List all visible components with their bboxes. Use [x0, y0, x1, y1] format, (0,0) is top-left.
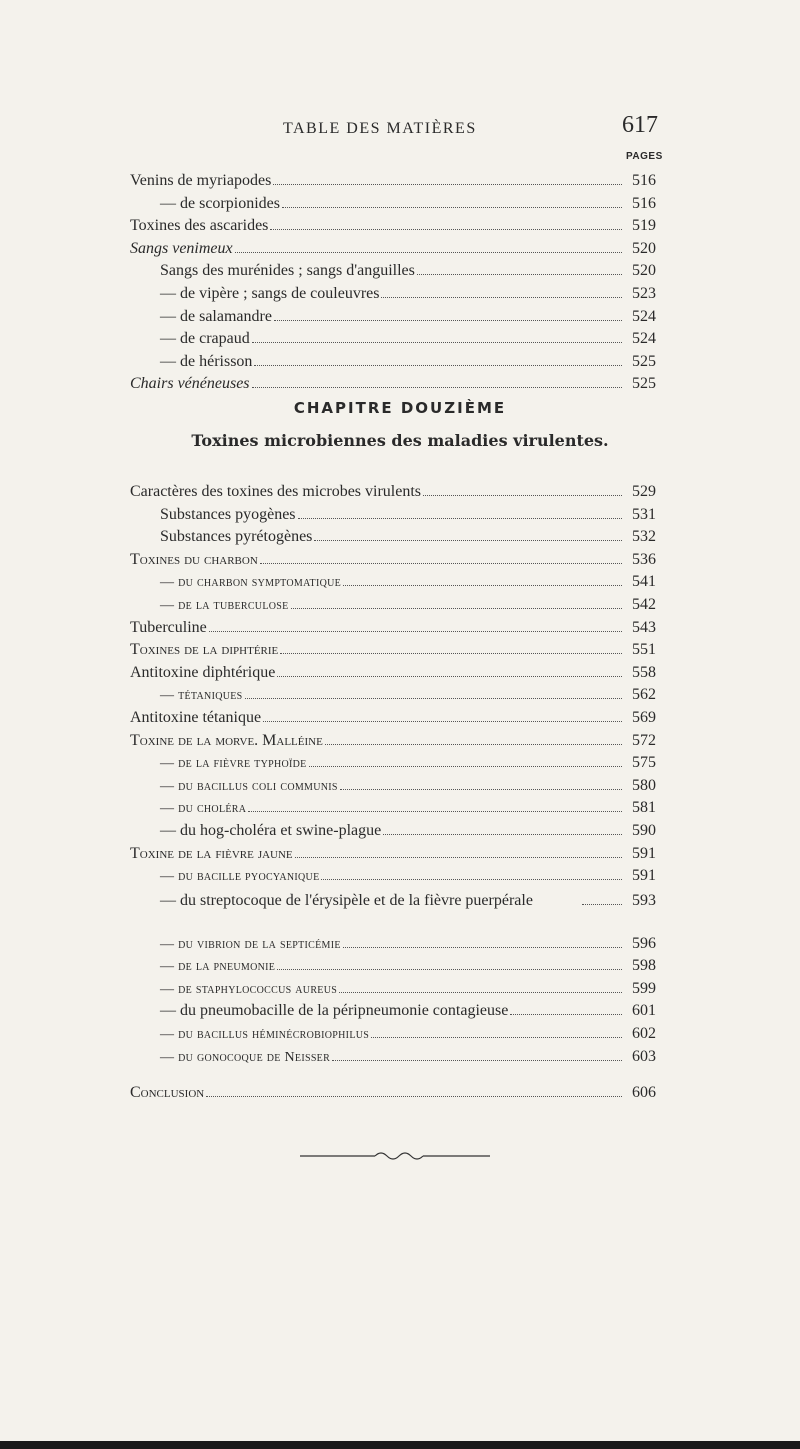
toc-entry-page: 520	[632, 262, 656, 280]
toc-entry-page: 598	[632, 957, 656, 975]
toc-entry-label: — du bacille pyocyanique	[160, 869, 320, 885]
toc-entry-label: — tétaniques	[160, 688, 243, 704]
toc-entry-page: 520	[632, 239, 656, 257]
toc-entry	[130, 528, 656, 551]
toc-entry-page: 562	[632, 686, 656, 704]
toc-entry-page: 536	[632, 550, 656, 568]
toc-entry	[130, 240, 656, 263]
toc-entry-page: 531	[632, 505, 656, 523]
toc-entry	[130, 641, 656, 664]
toc-entry-label: Toxines des ascarides	[130, 217, 269, 235]
toc-entry-label: Chairs vénéneuses	[130, 375, 250, 393]
toc-entry-page: 516	[632, 194, 656, 212]
toc-entry-label: — du choléra	[160, 801, 247, 817]
toc-entry-page: 516	[632, 172, 656, 189]
toc-entry	[130, 957, 656, 980]
toc-entry-label: Antitoxine diphtérique	[130, 663, 276, 681]
toc-entry	[130, 596, 656, 619]
running-header: TABLE DES MATIÈRES	[283, 120, 477, 137]
toc-entry-page: 558	[632, 663, 656, 681]
toc-entry-label: Toxines de la diphtérie	[130, 641, 279, 659]
toc-entry	[130, 506, 656, 529]
toc-entry-page: 525	[632, 352, 656, 370]
toc-entry	[130, 845, 656, 868]
toc-entry-label: — de scorpionides	[160, 194, 280, 212]
toc-entry-page: 523	[632, 284, 656, 302]
toc-entry-label: Caractères des toxines des microbes virulents	[130, 483, 422, 500]
toc-entry	[130, 262, 656, 285]
toc-entry-page: 602	[632, 1025, 656, 1043]
toc-entry-label: — de la tuberculose	[160, 597, 289, 613]
toc-entry-label: Tuberculine	[130, 618, 207, 636]
toc-entry	[130, 754, 656, 777]
toc-entry-label: Substances pyrétogènes	[160, 528, 313, 546]
toc-entry-page: 575	[632, 754, 656, 772]
toc-entry-label: — du pneumobacille de la péripneumonie contagieuse	[160, 1002, 509, 1020]
toc-entry-label: — du streptocoque de l'érysipèle et de la fièvre puerpérale	[160, 891, 533, 909]
toc-entry-label: — du gonocoque de Neisser	[160, 1049, 331, 1065]
toc-entry-label: — du hog-choléra et swine-plague	[160, 821, 382, 839]
page-bottom-edge	[0, 1441, 800, 1449]
toc-entry	[130, 308, 656, 331]
chapter-heading: CHAPITRE DOUZIÈME	[293, 399, 507, 417]
toc-entry-label: Conclusion	[130, 1084, 205, 1102]
toc-entry-label: Sangs des murénides ; sangs d'anguilles	[160, 262, 415, 280]
toc-entry-page: 524	[632, 330, 656, 348]
toc-entry-label: — de la pneumonie	[160, 959, 276, 975]
toc-entry	[130, 664, 656, 687]
toc-entry	[130, 353, 656, 376]
toc-entry	[130, 822, 656, 845]
toc-entry	[130, 551, 656, 574]
toc-entry-page: 591	[632, 867, 656, 885]
toc-entry-page: 606	[632, 1084, 656, 1102]
toc-entry-label: — du bacillus coli communis	[160, 778, 338, 794]
toc-entry-page: 581	[632, 799, 656, 817]
toc-entry	[130, 867, 656, 890]
toc-entry-page: 542	[632, 595, 656, 613]
toc-entry	[130, 732, 656, 755]
toc-entry-label: — de staphylococcus aureus	[160, 981, 338, 997]
toc-entry-label: Venins de myriapodes	[130, 172, 272, 189]
toc-entry-label: — du charbon symptomatique	[160, 575, 342, 591]
toc-entry-label: — de crapaud	[160, 330, 250, 348]
toc-entry-label: — de vipère ; sangs de couleuvres	[160, 284, 380, 302]
toc-entry-label: Sangs venimeux	[130, 239, 233, 257]
toc-entry-page: 541	[632, 573, 656, 591]
toc-entry	[130, 686, 656, 709]
toc-entry	[130, 573, 656, 596]
toc-entry	[130, 980, 656, 1003]
toc-entry	[130, 285, 656, 308]
toc-entry-label: Toxine de la morve. Malléine	[130, 731, 323, 749]
toc-entry-label: — du vibrion de la septicémie	[160, 936, 341, 952]
toc-entry	[130, 1002, 656, 1025]
toc-entry	[130, 619, 656, 642]
ornament-divider-icon	[300, 1150, 490, 1162]
toc-entry	[130, 1025, 656, 1048]
toc-entry-page: 580	[632, 776, 656, 794]
toc-entry-page: 590	[632, 821, 656, 839]
toc-entry-label: Substances pyogènes	[160, 505, 296, 523]
toc-entry	[130, 375, 656, 398]
toc-entry-page: 543	[632, 618, 656, 636]
toc-entry-page: 519	[632, 217, 656, 235]
toc-entry-label: — de hérisson	[160, 352, 253, 370]
toc-entry	[130, 890, 656, 935]
toc-entry	[130, 195, 656, 218]
toc-entry	[130, 935, 656, 958]
toc-entry-page: 525	[632, 375, 656, 393]
toc-entry-page: 551	[632, 641, 656, 659]
chapter-subtitle: Toxines microbiennes des maladies virulentes.	[191, 431, 609, 450]
toc-entry	[130, 799, 656, 822]
toc-entry-page: 524	[632, 307, 656, 325]
toc-entry-page: 572	[632, 731, 656, 749]
toc-entry-label: Toxine de la fièvre jaune	[130, 844, 293, 862]
toc-entry-label: Toxines du charbon	[130, 550, 258, 568]
toc-entry-page: 529	[632, 483, 656, 500]
toc-entry	[130, 777, 656, 800]
toc-entry-page: 591	[632, 844, 656, 862]
toc-entry-page: 601	[632, 1002, 656, 1020]
toc-entry	[130, 483, 656, 506]
pages-column-label: PAGES	[626, 151, 663, 162]
toc-entry	[130, 709, 656, 732]
toc-entry-label: — de salamandre	[160, 307, 272, 325]
toc-entry-label: — de la fièvre typhoïde	[160, 756, 307, 772]
toc-entry	[130, 172, 656, 195]
toc-section-microbial-toxins	[130, 483, 656, 1107]
page-number: 617	[622, 112, 658, 138]
toc-entry-conclusion	[130, 1084, 656, 1107]
toc-entry-page: 593	[632, 891, 656, 909]
toc-entry-page: 532	[632, 528, 656, 546]
toc-entry-page: 599	[632, 979, 656, 997]
toc-entry	[130, 330, 656, 353]
toc-entry-page: 569	[632, 708, 656, 726]
toc-entry	[130, 1048, 656, 1071]
toc-entry-label: — du bacillus héminécrobiophilus	[160, 1027, 370, 1043]
toc-entry-page: 596	[632, 934, 656, 952]
toc-entry-label: Antitoxine tétanique	[130, 708, 262, 726]
toc-entry	[130, 217, 656, 240]
toc-entry-page: 603	[632, 1047, 656, 1065]
toc-section-venoms	[130, 172, 656, 398]
